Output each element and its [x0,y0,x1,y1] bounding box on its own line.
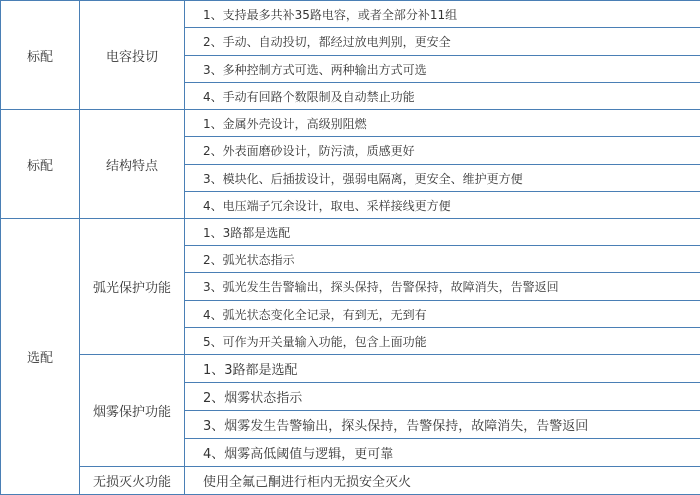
table-row [1,467,700,495]
description-cell: 1、3路都是选配 [185,355,700,383]
feature-cell: 烟雾保护功能 [80,355,185,467]
description-cell: 2、外表面磨砂设计，防污渍，质感更好 [185,137,700,165]
description-cell: 3、模块化、后插拔设计，强弱电隔离，更安全、维护更方便 [185,165,700,192]
description-cell: 2、弧光状态指示 [185,246,700,273]
category-cell: 标配 [1,110,80,219]
description-cell: 4、电压端子冗余设计，取电、采样接线更方便 [185,192,700,219]
table-row [1,355,700,383]
description-cell: 1、3路都是选配 [185,219,700,246]
category-cell: 选配 [1,219,80,495]
feature-cell: 结构特点 [80,110,185,219]
description-cell: 3、弧光发生告警输出，探头保持，告警保持，故障消失，告警返回 [185,273,700,301]
category-cell: 标配 [1,1,80,110]
description-cell: 2、手动、自动投切，都经过放电判别，更安全 [185,28,700,56]
description-cell: 4、弧光状态变化全记录，有到无，无到有 [185,301,700,328]
feature-cell: 电容投切 [80,1,185,110]
table-row [1,1,700,28]
description-cell: 4、手动有回路个数限制及自动禁止功能 [185,83,700,110]
description-cell: 5、可作为开关量输入功能，包含上面功能 [185,328,700,355]
description-cell: 3、烟雾发生告警输出，探头保持，告警保持，故障消失，告警返回 [185,411,700,439]
feature-cell: 弧光保护功能 [80,219,185,355]
description-cell: 使用全氟己酮进行柜内无损安全灭火 [185,467,700,495]
table-row [1,219,700,246]
table-row [1,110,700,137]
description-cell: 1、支持最多共补35路电容，或者全部分补11组 [185,1,700,28]
feature-cell: 无损灭火功能 [80,467,185,495]
description-cell: 4、烟雾高低阈值与逻辑，更可靠 [185,439,700,467]
description-cell: 2、烟雾状态指示 [185,383,700,411]
description-cell: 1、金属外壳设计，高级别阻燃 [185,110,700,137]
description-cell: 3、多种控制方式可选、两种输出方式可选 [185,56,700,83]
